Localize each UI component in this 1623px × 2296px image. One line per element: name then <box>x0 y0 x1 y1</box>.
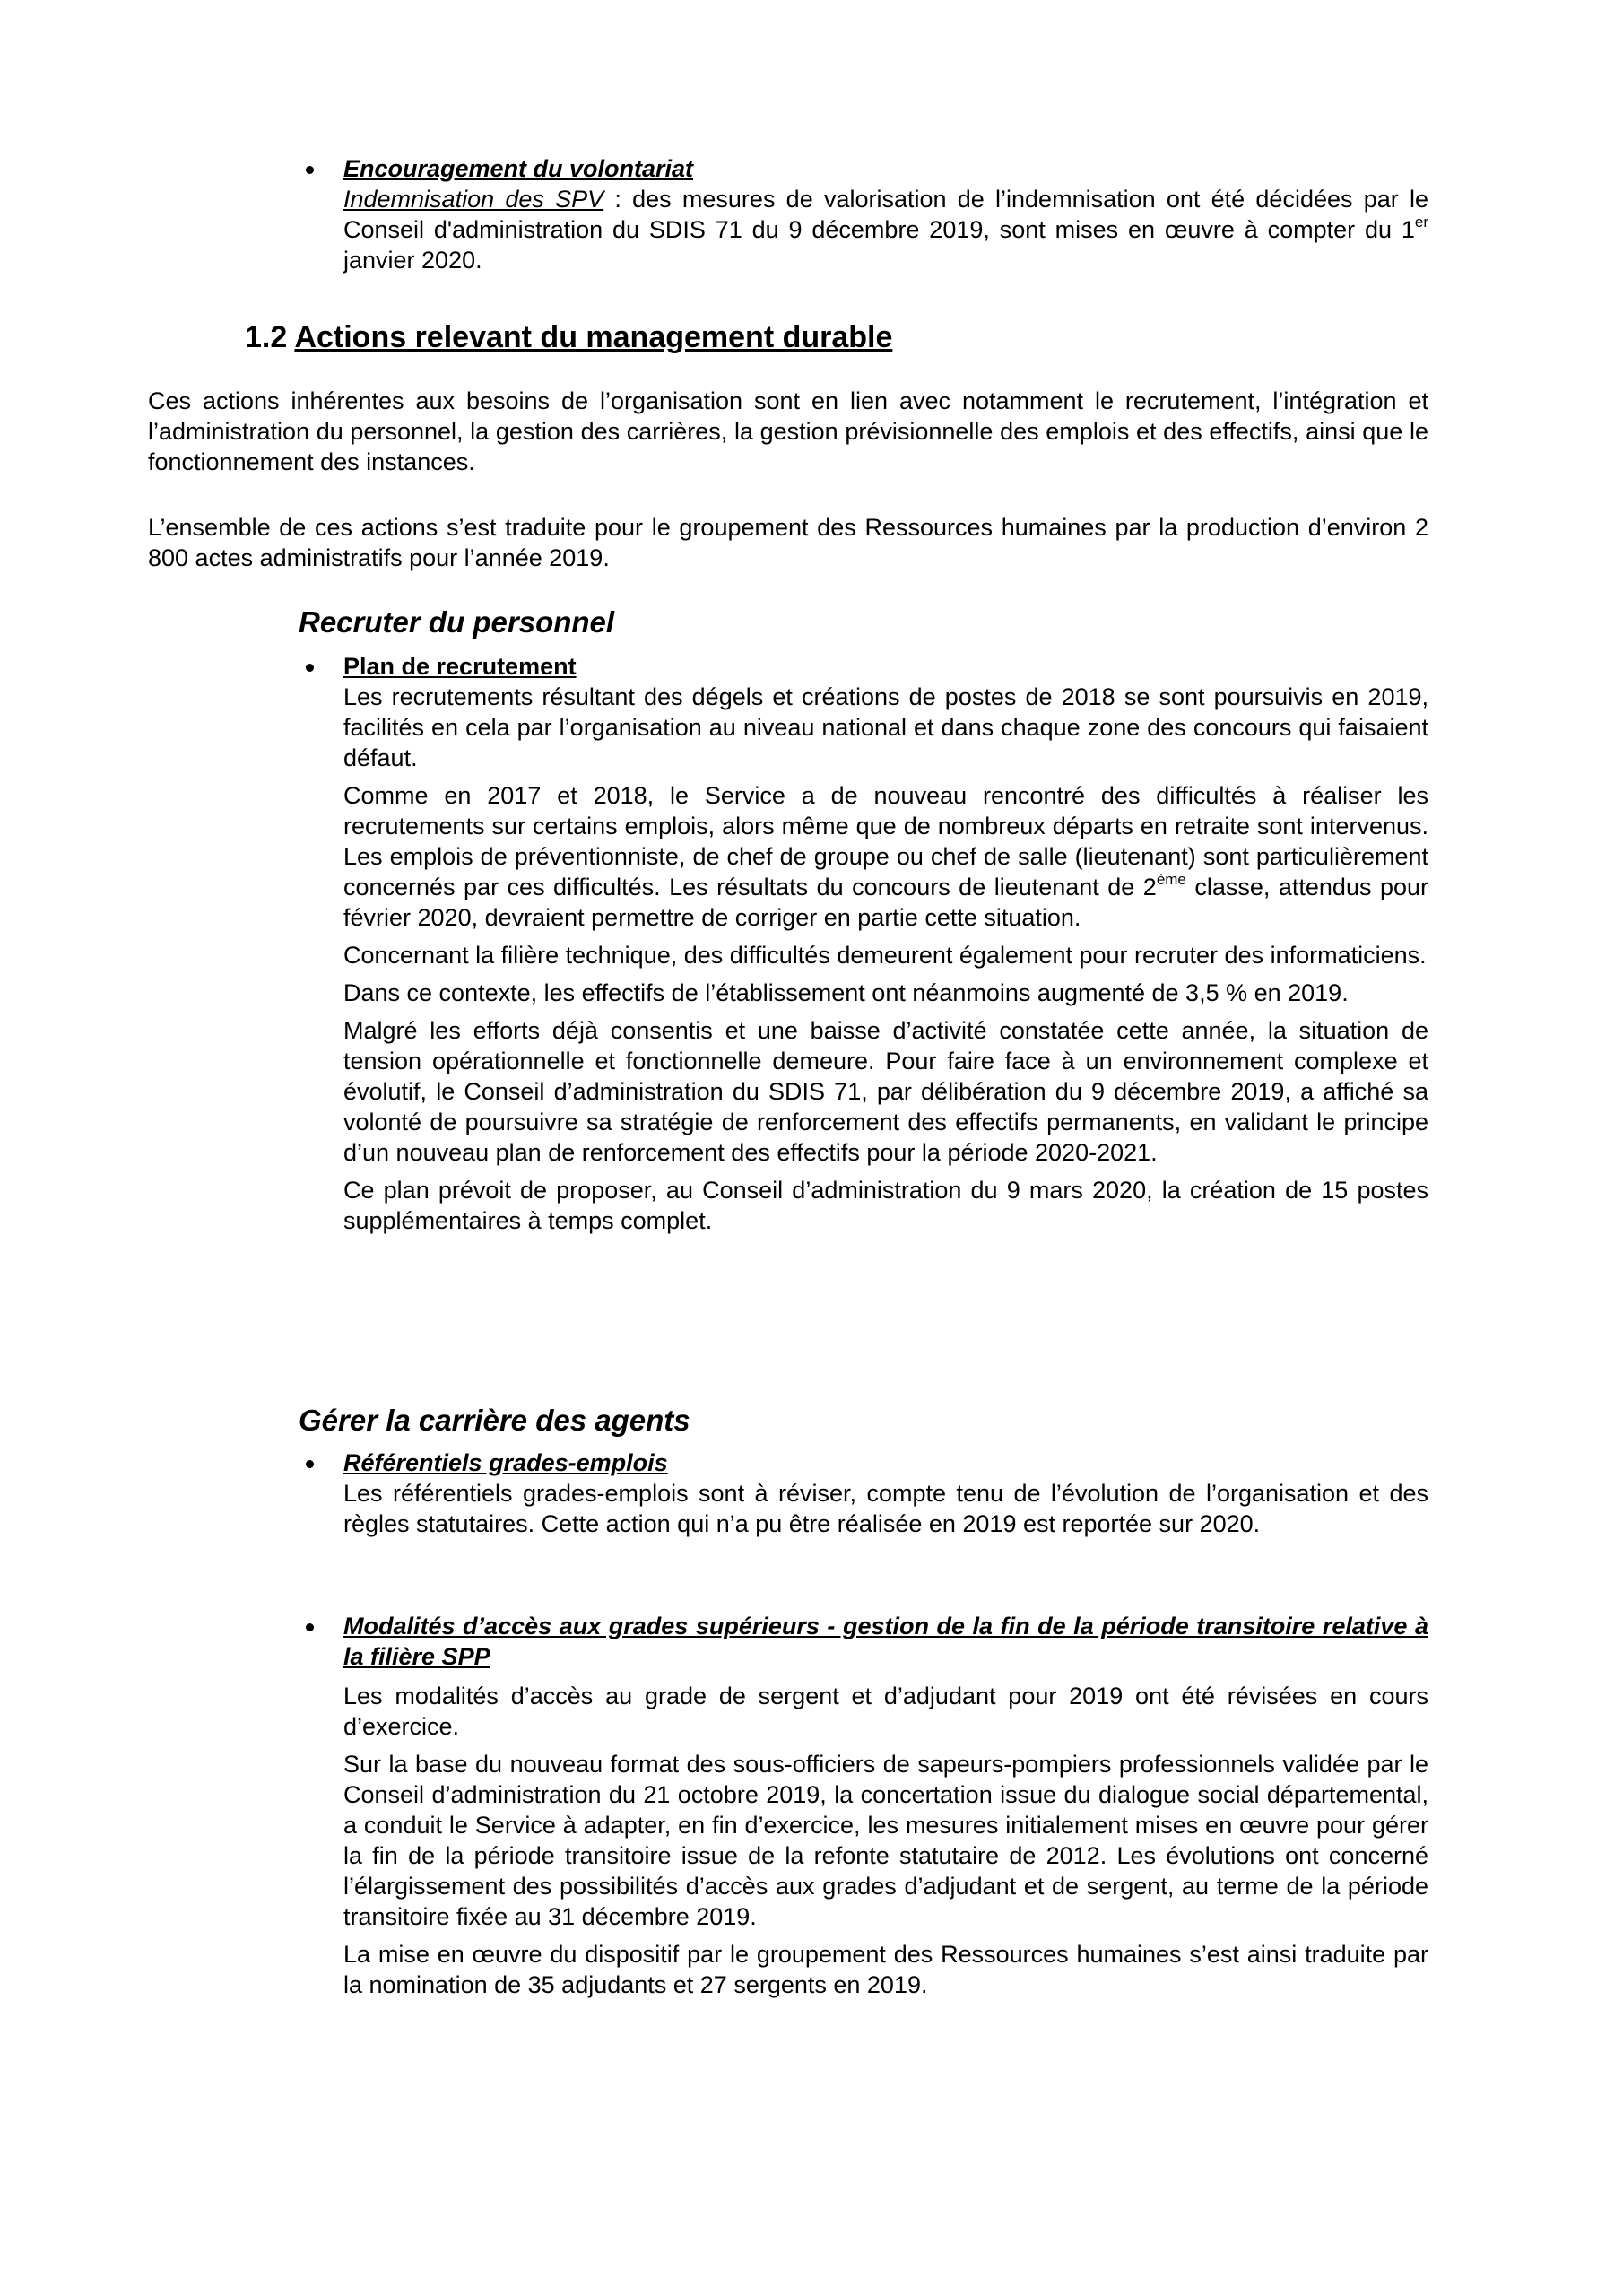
bullet-title: Plan de recrutement <box>343 653 577 680</box>
bullet-title: Référentiels grades-emplois <box>343 1449 668 1476</box>
paragraph: La mise en œuvre du dispositif par le groupement des Ressources humaines s’est ainsi traduite par la nomination de 35 adjudants et 27 sergents en 2019. <box>343 1941 1428 1998</box>
bullet-dot <box>306 664 314 672</box>
bullet-modalites <box>299 1611 1428 2007</box>
paragraph: Concernant la filière technique, des difficultés demeurent également pour recruter des informaticiens. <box>343 942 1427 969</box>
paragraph: Dans ce contexte, les effectifs de l’établissement ont néanmoins augmenté de 3,5 % en 2019. <box>343 979 1349 1006</box>
paragraph: Les référentiels grades-emplois sont à réviser, compte tenu de l’évolution de l’organisation et des règles statutaires. Cette action qui n’a pu être réalisée en 2019 est reportée sur 2020. <box>343 1480 1428 1537</box>
intro-paragraph-1: Ces actions inhérentes aux besoins de l’organisation sont en lien avec notamment le recrutement, l’intégration et l’administration du personnel, la gestion des carrières, la gestion prévisionnelle des emplois et des effectifs, ainsi que le fonctionnement des instances. <box>148 387 1428 475</box>
inline-label: Indemnisation des SPV <box>343 186 604 213</box>
intro-paragraph-2: L’ensemble de ces actions s’est traduite pour le groupement des Ressources humaines par la production d’environ 2 800 actes administratifs pour l’année 2019. <box>148 514 1428 571</box>
paragraph: Comme en 2017 et 2018, le Service a de nouveau rencontré des difficultés à réaliser les recrutements sur certains emplois, alors même que de nombreux départs en retraite sont intervenus. Les emplois de préventionniste, de chef de groupe ou chef de salle (lieutenant) sont particulièrement concernés par ces difficultés. Les résultats du concours de lieutenant de 2ème classe, attendus pour février 2020, devraient permettre de corriger en partie cette situation. <box>343 782 1428 931</box>
section-number: 1.2 <box>245 320 288 354</box>
section-title: Actions relevant du management durable <box>294 320 893 354</box>
bullet-dot <box>306 166 314 174</box>
section-heading <box>245 318 892 356</box>
paragraph: Indemnisation des SPV : des mesures de valorisation de l’indemnisation ont été décidées par le Conseil d'administration du SDIS 71 du 9 décembre 2019, sont mises en œuvre à compter du 1er janvier 2020. <box>343 186 1429 274</box>
paragraph: Sur la base du nouveau format des sous-officiers de sapeurs-pompiers professionnels validée par le Conseil d’administration du 21 octobre 2019, la concertation issue du dialogue social départemental, a conduit le Service à adapter, en fin d’exercice, les mesures initialement mises en œuvre pour gérer la fin de la période transitoire issue de la refonte statutaire de 2012. Les évolutions ont concerné l’élargissement des possibilités d’accès aux grades d’adjudant et de sergent, au terme de la période transitoire fixée au 31 décembre 2019. <box>343 1751 1428 1930</box>
bullet-volontariat <box>299 153 1428 283</box>
bullet-dot <box>306 1623 314 1631</box>
bullet-title: Encouragement du volontariat <box>343 155 694 182</box>
bullet-referentiels <box>299 1448 1428 1546</box>
bullet-plan-recrutement <box>299 651 1428 1243</box>
paragraph: Les recrutements résultant des dégels et créations de postes de 2018 se sont poursuivis en 2019, facilités en cela par l’organisation au niveau national et dans chaque zone des concours qui faisaient défaut. <box>343 683 1428 771</box>
subheading-carriere: Gérer la carrière des agents <box>299 1404 690 1437</box>
bullet-title: Modalités d’accès aux grades supérieurs - gestion de la fin de la période transitoire relative à la filière SPP <box>343 1613 1428 1670</box>
bullet-dot <box>306 1460 314 1468</box>
paragraph: Malgré les efforts déjà consentis et une baisse d’activité constatée cette année, la situation de tension opérationnelle et fonctionnelle demeure. Pour faire face à un environnement complexe et évolutif, le Conseil d’administration du SDIS 71, par délibération du 9 décembre 2019, a affiché sa volonté de poursuivre sa stratégie de renforcement des effectifs permanents, en validant le principe d’un nouveau plan de renforcement des effectifs pour la période 2020-2021. <box>343 1017 1428 1166</box>
paragraph: Les modalités d’accès au grade de sergent et d’adjudant pour 2019 ont été révisées en cours d’exercice. <box>343 1683 1428 1740</box>
paragraph: Ce plan prévoit de proposer, au Conseil d’administration du 9 mars 2020, la création de 15 postes supplémentaires à temps complet. <box>343 1177 1428 1234</box>
subheading-recruter: Recruter du personnel <box>299 605 615 639</box>
